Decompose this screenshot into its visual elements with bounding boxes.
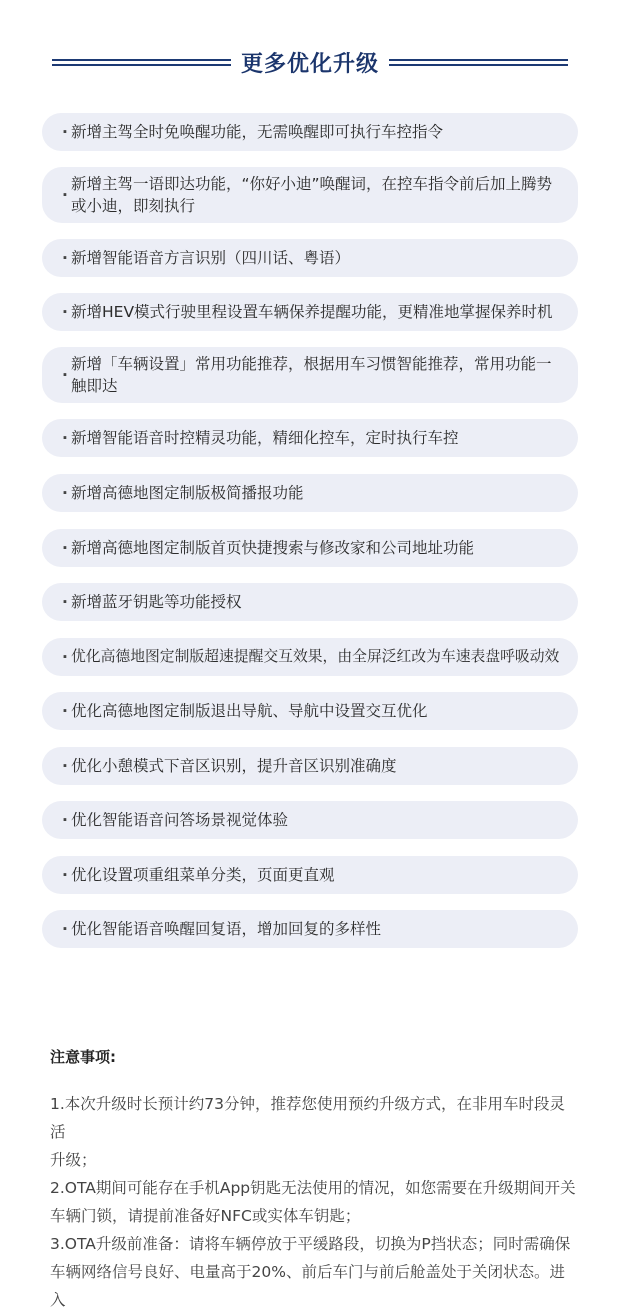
list-item-text: 新增高德地图定制版首页快捷搜索与修改家和公司地址功能 bbox=[71, 539, 475, 557]
bullet-icon: · bbox=[62, 757, 68, 775]
bullet-icon: · bbox=[62, 648, 68, 666]
list-item bbox=[42, 293, 578, 331]
list-item-text: 新增蓝牙钥匙等功能授权 bbox=[71, 593, 242, 611]
list-item bbox=[42, 638, 578, 676]
list-item bbox=[42, 910, 578, 948]
bullet-icon: · bbox=[62, 539, 68, 557]
bullet-icon: · bbox=[62, 186, 68, 204]
list-item-text: 优化高德地图定制版超速提醒交互效果，由全屏泛红改为车速表盘呼吸动效 bbox=[71, 648, 560, 665]
bullet-icon: · bbox=[62, 303, 68, 321]
bullet-icon: · bbox=[62, 920, 68, 938]
bullet-icon: · bbox=[62, 702, 68, 720]
bullet-icon: · bbox=[62, 123, 68, 141]
notes-body bbox=[50, 1090, 576, 1314]
note-line: 2.OTA期间可能存在手机App钥匙无法使用的情况，如您需要在升级期间开关 bbox=[50, 1179, 576, 1197]
bullet-icon: · bbox=[62, 866, 68, 884]
note-line: 升级； bbox=[50, 1151, 97, 1169]
list-item bbox=[42, 419, 578, 457]
list-item-text: 新增主驾全时免唤醒功能，无需唤醒即可执行车控指令 bbox=[71, 123, 444, 141]
list-item bbox=[42, 747, 578, 785]
section-title: 更多优化升级 bbox=[241, 51, 380, 77]
list-item bbox=[42, 167, 578, 223]
list-item-text: 新增智能语音时控精灵功能，精细化控车，定时执行车控 bbox=[71, 429, 459, 447]
list-item-text: 新增主驾一语即达功能，“你好小迪”唤醒词，在控车指令前后加上腾势或小迪，即刻执行 bbox=[71, 175, 553, 215]
section-header bbox=[52, 44, 568, 80]
list-item-text: 新增HEV模式行驶里程设置车辆保养提醒功能，更精准地掌握保养时机 bbox=[71, 303, 553, 321]
list-item bbox=[42, 239, 578, 277]
list-item-text: 新增智能语音方言识别（四川话、粤语） bbox=[71, 249, 351, 267]
list-item bbox=[42, 474, 578, 512]
list-item-text: 新增高德地图定制版极简播报功能 bbox=[71, 484, 304, 502]
header-rule-left bbox=[52, 59, 231, 66]
list-item bbox=[42, 347, 578, 403]
header-rule-right bbox=[389, 59, 568, 66]
bullet-icon: · bbox=[62, 593, 68, 611]
list-item-text: 优化设置项重组菜单分类，页面更直观 bbox=[71, 866, 335, 884]
list-item-text: 新增「车辆设置」常用功能推荐，根据用车习惯智能推荐，常用功能一触即达 bbox=[71, 355, 552, 395]
list-item-text: 优化智能语音唤醒回复语，增加回复的多样性 bbox=[71, 920, 382, 938]
list-item-text: 优化高德地图定制版退出导航、导航中设置交互优化 bbox=[71, 702, 428, 720]
list-item bbox=[42, 529, 578, 567]
bullet-icon: · bbox=[62, 811, 68, 829]
bullet-icon: · bbox=[62, 429, 68, 447]
note-line: 3.OTA升级前准备：请将车辆停放于平缓路段，切换为P挡状态；同时需确保 bbox=[50, 1235, 571, 1253]
list-item bbox=[42, 801, 578, 839]
list-item bbox=[42, 113, 578, 151]
bullet-icon: · bbox=[62, 249, 68, 267]
note-line: 车辆网络信号良好、电量高于20%、前后车门与前后舱盖处于关闭状态。进入 bbox=[50, 1263, 565, 1309]
list-item bbox=[42, 583, 578, 621]
note-line: 车辆门锁，请提前准备好NFC或实体车钥匙； bbox=[50, 1207, 361, 1225]
note-line: 1.本次升级时长预计约73分钟，推荐您使用预约升级方式，在非用车时段灵活 bbox=[50, 1095, 566, 1141]
notes-title: 注意事项: bbox=[50, 1048, 116, 1066]
bullet-icon: · bbox=[62, 366, 68, 384]
list-item bbox=[42, 856, 578, 894]
list-item-text: 优化智能语音问答场景视觉体验 bbox=[71, 811, 289, 829]
bullet-icon: · bbox=[62, 484, 68, 502]
list-item bbox=[42, 692, 578, 730]
list-item-text: 优化小憩模式下音区识别，提升音区识别准确度 bbox=[71, 757, 397, 775]
